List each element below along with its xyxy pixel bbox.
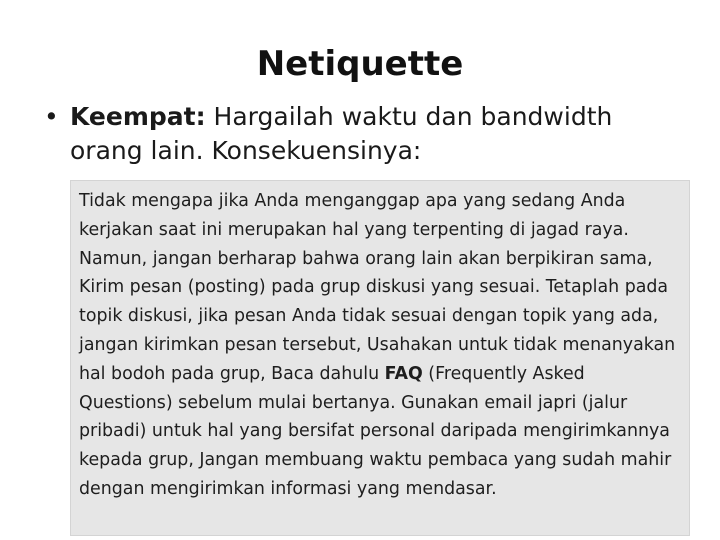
bullet-marker: • <box>44 102 59 131</box>
bullet-body: Hargailah waktu dan bandwidth orang lain. Konsekuensinya: <box>70 102 613 165</box>
bullet-item <box>44 100 684 168</box>
consequence-text <box>79 187 681 504</box>
consequence-box <box>70 180 690 536</box>
bullet-lead: Keempat: <box>70 102 206 131</box>
bullet-text <box>70 100 684 168</box>
consequence-text-part-1: Tidak mengapa jika Anda menganggap apa yang sedang Anda kerjakan saat ini merupakan hal yang terpenting di jagad raya. Namun, jangan berharap bahwa orang lain akan berpikiran sama, Kirim pesan (posting) pada grup diskusi yang sesuai. Tetaplah pada topik diskusi, jika pesan Anda tidak sesuai dengan topik yang ada, jangan kirimkan pesan tersebut, Usahakan untuk tidak menanyakan hal bodoh pada grup, Baca dahulu <box>79 191 676 384</box>
faq-term: FAQ <box>384 363 423 384</box>
slide-title: Netiquette <box>256 44 464 84</box>
consequence-text-part-2: (Frequently Asked Questions) sebelum mulai bertanya. Gunakan email japri (jalur pribadi) untuk hal yang bersifat personal daripada mengirimkannya kepada grup, Jangan membuang waktu pembaca yang sudah mahir dengan mengirimkan informasi yang mendasar. <box>79 363 672 499</box>
